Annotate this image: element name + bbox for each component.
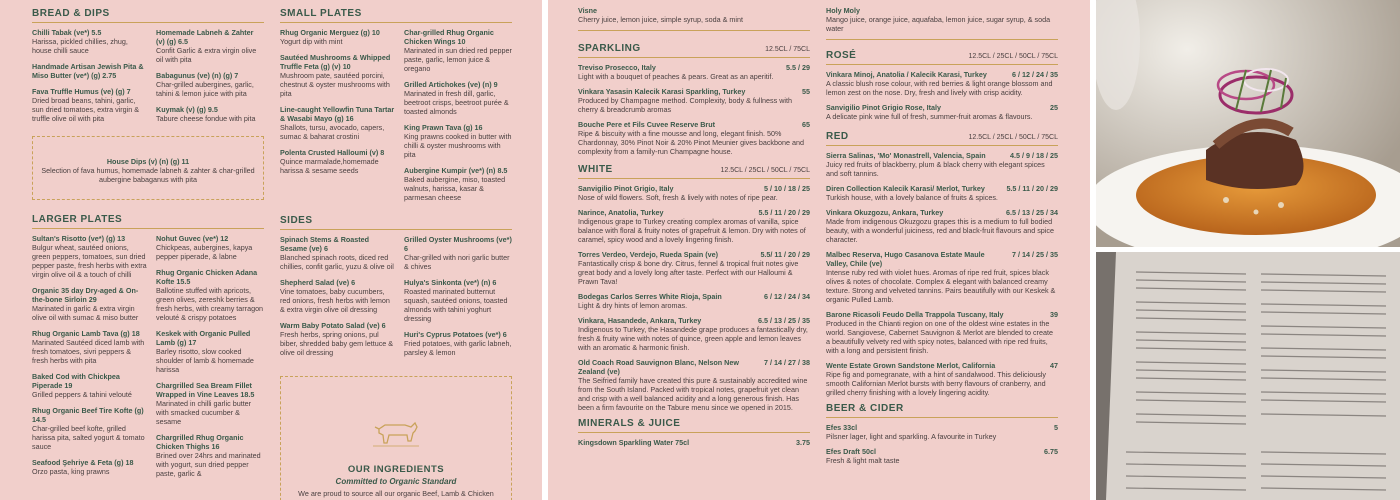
section-rule xyxy=(578,432,810,433)
drink-item xyxy=(826,310,1058,355)
item-desc: Fresh herbs, spring onions, pul biber, shredded baby gem lettuce & olive oil dressing xyxy=(280,330,394,357)
item-name: Homemade Labneh & Zahter (v) (g) 6.5 xyxy=(156,28,254,46)
drink-name: Narince, Anatolia, Turkey xyxy=(578,208,664,217)
drink-desc: Intense ruby red with violet hues. Aromas of ripe red fruit, spices black olives & notes of chocolate. Complex & elegant with balanced creamy texture. Strong and velveted tannins. Pairs beautifully with our Keskek & organic Pulled Lamb. xyxy=(826,268,1056,304)
drink-price: 6 / 12 / 24 / 35 xyxy=(1012,70,1058,79)
item-name: Char-grilled Rhug Organic Chicken Wings 10 xyxy=(404,28,494,46)
item-name: Holy Moly xyxy=(826,6,860,15)
item-desc: Marinated in fresh dill, garlic, beetroot crisps, beetroot purée & toasted almonds xyxy=(404,89,509,116)
menu-item xyxy=(156,381,264,426)
item-desc: Ballotine stuffed with apricots, green olives, zereshk berries & fresh herbs, with creamy tarragon velouté & crispy potatoes xyxy=(156,286,264,322)
drink-desc: Ripe & biscuity with a fine mousse and long, elegant finish. 50% Chardonnay, 30% Pinot Noir & 20% Pinot Meunier gives backbone and complexity from a family-run Champagne house. xyxy=(578,129,805,156)
white-list xyxy=(578,184,810,412)
item-name: Visne xyxy=(578,6,598,15)
drink-item xyxy=(578,438,810,447)
bread-dips-grid xyxy=(32,28,264,130)
sparkling-sizes: 12.5CL / 75CL xyxy=(765,46,810,53)
drink-price: 65 xyxy=(802,120,810,129)
drink-price: 6.5 / 13 / 25 / 35 xyxy=(758,316,810,325)
drink-price: 4.5 / 9 / 18 / 25 xyxy=(1010,151,1058,160)
drink-name: Bouche Pere et Fils Cuvee Reserve Brut xyxy=(578,120,716,129)
dish-photo xyxy=(1096,0,1400,247)
drink-row xyxy=(826,151,1058,160)
section-rule xyxy=(578,30,810,31)
item-desc: Mango juice, orange juice, aquafaba, lemon juice, sugar syrup, & soda water xyxy=(826,15,1051,33)
item-desc: Baked aubergine, miso, toasted walnuts, harissa, kasar & parmesan cheese xyxy=(404,175,506,202)
rose-heading: ROSÉ xyxy=(826,50,857,61)
drink-row xyxy=(578,358,810,376)
item-name: Sultan's Risotto (ve*) (g) 13 xyxy=(32,234,126,243)
drink-item xyxy=(826,250,1058,304)
drink-row xyxy=(578,438,810,447)
menu-item xyxy=(32,458,148,476)
item-name: Sautéed Mushrooms & Whipped Truffle Feta (g) (v) 10 xyxy=(280,53,391,71)
drink-name: Bodegas Carlos Serres White Rioja, Spain xyxy=(578,292,722,301)
item-name: Grilled Oyster Mushrooms (ve*) 6 xyxy=(404,235,512,253)
item-name: Fava Truffle Humus (ve) (g) 7 xyxy=(32,87,131,96)
drink-name: Vinkara Minoj, Anatolia / Kalecik Karasi, Turkey xyxy=(826,70,987,79)
section-rule xyxy=(578,178,810,179)
food-menu-panel xyxy=(0,0,542,500)
drink-name: Torres Verdeo, Verdejo, Rueda Spain (ve) xyxy=(578,250,719,259)
drink-desc: Indigenous grape to Turkey creating complex aromas of vanilla, spice balance with floral & fruity notes of grapefruit & lemon. Dry with notes of caramel, spicy wood and a lovely lingering finish. xyxy=(578,217,806,244)
drink-row xyxy=(826,250,1058,268)
drinks-right-column xyxy=(826,6,1058,471)
drink-item xyxy=(578,358,810,412)
drink-row xyxy=(578,250,810,259)
drink-name: Wente Estate Grown Sandstone Merlot, California xyxy=(826,361,996,370)
drink-item xyxy=(826,103,1058,121)
menu-item xyxy=(280,278,396,314)
menu-item xyxy=(32,406,148,451)
drink-row xyxy=(578,184,810,193)
drink-item xyxy=(578,208,810,244)
drink-item xyxy=(826,361,1058,397)
menu-item xyxy=(404,166,512,202)
item-name: Handmade Artisan Jewish Pita & Miso Butter (ve*) (g) 2.75 xyxy=(32,62,144,80)
item-desc: Dried broad beans, tahini, garlic, sun dried tomatoes, extra virgin & truffle olive oil with pita xyxy=(32,96,140,123)
red-heading: RED xyxy=(826,131,849,142)
sparkling-header xyxy=(578,43,810,54)
item-desc: Grilled peppers & tahini velouté xyxy=(32,390,132,399)
drink-desc: Light & dry hints of lemon aromas. xyxy=(578,301,688,310)
drink-desc: Made from indigenous Okuzgozu grapes this is a medium to full bodied beauty, with a wonderful juiciness, red and black-fruit flavours and spice character. xyxy=(826,217,1054,244)
section-rule xyxy=(280,22,512,23)
drink-item xyxy=(578,316,810,352)
section-rule xyxy=(578,57,810,58)
drink-item xyxy=(826,423,1058,441)
white-sizes: 12.5CL / 25CL / 50CL / 75CL xyxy=(720,167,810,174)
larger-plates-right xyxy=(156,234,264,485)
item-name: Baked Cod with Chickpea Piperade 19 xyxy=(32,372,120,390)
cow-icon xyxy=(371,417,421,449)
drink-item xyxy=(578,292,810,310)
ingredients-subtitle: Committed to Organic Standard xyxy=(335,477,457,486)
menu-item xyxy=(156,28,264,64)
red-list xyxy=(826,151,1058,397)
larger-plates-grid xyxy=(32,234,264,485)
drink-price: 5.5 / 11 / 20 / 29 xyxy=(758,208,810,217)
item-name: Chilli Tabak (ve*) 5.5 xyxy=(32,28,102,37)
item-desc: Quince marmalade,homemade harissa & sesame seeds xyxy=(280,157,379,175)
item-desc: Marinated in garlic & extra virgin olive oil with sumac & miso butter xyxy=(32,304,139,322)
sides-heading: SIDES xyxy=(280,215,313,226)
menu-item xyxy=(280,321,396,357)
item-name: Rhug Organic Merguez (g) 10 xyxy=(280,28,380,37)
menu-item xyxy=(404,278,512,323)
item-desc: Cherry juice, lemon juice, simple syrup, soda & mint xyxy=(578,15,743,24)
rose-sizes: 12.5CL / 25CL / 50CL / 75CL xyxy=(968,53,1058,60)
menu-item xyxy=(156,329,264,374)
house-dips-name: House Dips (v) (n) (g) 11 xyxy=(106,157,190,166)
larger-plates-heading: LARGER PLATES xyxy=(32,214,123,225)
drink-price: 7 / 14 / 25 / 35 xyxy=(1012,250,1058,259)
drink-name: Old Coach Road Sauvignon Blanc, Nelson New Zealand (ve) xyxy=(578,358,739,376)
ingredients-text: We are proud to source all our organic Beef, Lamb & Chicken xyxy=(298,489,494,498)
drink-price: 7 / 14 / 27 / 38 xyxy=(764,358,810,367)
food-left-column xyxy=(32,8,264,485)
drink-item xyxy=(578,63,810,81)
drink-desc: Light with a bouquet of peaches & pears. Great as an aperitif. xyxy=(578,72,774,81)
item-desc: Yogurt dip with mint xyxy=(280,37,343,46)
item-desc: Orzo pasta, king prawns xyxy=(32,467,110,476)
item-desc: Marinated Sautéed diced lamb with fresh tomatoes, sivri peppers & fresh herbs with pita xyxy=(32,338,145,365)
drink-row xyxy=(826,103,1058,112)
menu-item xyxy=(280,105,396,141)
drink-name: Vinkara, Hasandede, Ankara, Turkey xyxy=(578,316,702,325)
section-rule xyxy=(280,229,512,230)
house-dips-desc: Selection of fava humus, homemade labneh & zahter & char-grilled aubergine babaganus with pita xyxy=(41,166,255,184)
drink-desc: Nose of wild flowers. Soft, fresh & lively with notes of ripe pear. xyxy=(578,193,778,202)
drink-price: 6 / 12 / 24 / 34 xyxy=(764,292,810,301)
visne-item xyxy=(578,6,810,24)
item-desc: Brined over 24hrs and marinated with yogurt, sun dried pepper paste, garlic & xyxy=(156,451,261,478)
menu-item xyxy=(32,372,148,399)
drink-name: Sanvigilio Pinot Grigio Rose, Italy xyxy=(826,103,942,112)
drink-row xyxy=(826,208,1058,217)
drink-row xyxy=(826,310,1058,319)
menu-item xyxy=(404,123,512,159)
small-plates-heading: SMALL PLATES xyxy=(280,8,362,19)
drink-row xyxy=(826,447,1058,456)
item-name: Rhug Organic Lamb Tava (g) 18 xyxy=(32,329,140,338)
drink-row xyxy=(578,292,810,301)
item-desc: King prawns cooked in butter with chilli & oyster mushrooms with pita xyxy=(404,132,512,159)
menu-photo xyxy=(1096,252,1400,500)
section-rule xyxy=(826,417,1058,418)
menu-item xyxy=(32,62,148,80)
drink-desc: Ripe fig and pomegranate, with a hint of sandalwood. This deliciously smooth Californian Merlot bursts with berry flavours of cranberry, and grilled cherry finishing with a lovely lingering acidity. xyxy=(826,370,1047,397)
menu-item xyxy=(32,329,148,365)
sparkling-list xyxy=(578,63,810,156)
menu-item xyxy=(280,28,396,46)
beer-list xyxy=(826,423,1058,465)
item-name: Hulya's Sinkonta (ve*) (n) 6 xyxy=(404,278,497,287)
rose-list xyxy=(826,70,1058,121)
bread-dips-right xyxy=(156,28,264,130)
drink-name: Sierra Salinas, 'Mo' Monastrell, Valencia, Spain xyxy=(826,151,986,160)
menu-item xyxy=(404,28,512,73)
item-name: Line-caught Yellowfin Tuna Tartar & Wasabi Mayo (g) 16 xyxy=(280,105,395,123)
drink-row xyxy=(826,423,1058,432)
red-header xyxy=(826,131,1058,142)
ingredients-box xyxy=(280,376,512,500)
holy-moly-item xyxy=(826,6,1058,33)
item-name: Chargrilled Sea Bream Fillet Wrapped in Vine Leaves 18.5 xyxy=(156,381,255,399)
bread-dips-heading: BREAD & DIPS xyxy=(32,8,110,19)
item-name: Rhug Organic Chicken Adana Kofte 15.5 xyxy=(156,268,258,286)
drink-row xyxy=(578,316,810,325)
drink-item xyxy=(826,70,1058,97)
drink-price: 5.5 / 29 xyxy=(786,63,810,72)
rose-header xyxy=(826,50,1058,61)
drink-desc: A delicate pink wine full of fresh, summer-fruit aromas & flavours. xyxy=(826,112,1033,121)
item-desc: Chickpeas, aubergines, kapya pepper piperade, & labne xyxy=(156,243,253,261)
item-name: Warm Baby Potato Salad (ve) 6 xyxy=(280,321,386,330)
menu-item xyxy=(32,28,148,55)
drink-price: 6.75 xyxy=(1044,447,1058,456)
item-desc: Roasted marinated butternut squash, sautéed onions, toasted almonds with tahini yoghurt dressing xyxy=(404,287,508,323)
drink-item xyxy=(826,447,1058,465)
drink-desc: Fresh & light malt taste xyxy=(826,456,900,465)
drink-name: Treviso Prosecco, Italy xyxy=(578,63,656,72)
item-name: Seafood Şehriye & Feta (g) 18 xyxy=(32,458,134,467)
item-name: Nohut Guvec (ve*) 12 xyxy=(156,234,229,243)
small-plates-right xyxy=(404,28,512,209)
item-desc: Fried potatoes, with garlic labneh, parsley & lemon xyxy=(404,339,512,357)
food-right-column xyxy=(280,8,512,500)
drink-row xyxy=(578,87,810,96)
drink-row xyxy=(826,361,1058,370)
menu-item xyxy=(32,286,148,322)
drink-name: Vinkara Okuzgozu, Ankara, Turkey xyxy=(826,208,944,217)
beer-heading: BEER & CIDER xyxy=(826,403,904,414)
item-desc: Marinated in sun dried red pepper paste, garlic, lemon juice & oregano xyxy=(404,46,512,73)
drink-price: 3.75 xyxy=(796,438,810,447)
drink-desc: Produced by Champagne method. Complexity, body & fullness with cherry & breadcrumb aromas xyxy=(578,96,793,114)
item-name: Rhug Organic Beef Tire Kofte (g) 14.5 xyxy=(32,406,144,424)
menu-item xyxy=(280,53,396,98)
item-name: Kuymak (v) (g) 9.5 xyxy=(156,105,218,114)
item-name: Huri's Cyprus Potatoes (ve*) 6 xyxy=(404,330,507,339)
drink-name: Malbec Reserva, Hugo Casanova Estate Maule Valley, Chile (ve) xyxy=(826,250,985,268)
item-desc: Shallots, tursu, avocado, capers, sumac & baharat crostini xyxy=(280,123,385,141)
drink-price: 5.5 / 11 / 20 / 29 xyxy=(1006,184,1058,193)
item-desc: Blanched spinach roots, diced red chillies, confit garlic, yuzu & olive oil xyxy=(280,253,394,271)
minerals-heading: MINERALS & JUICE xyxy=(578,418,681,429)
minerals-list xyxy=(578,438,810,447)
sides-grid xyxy=(280,235,512,364)
item-desc: Char-grilled with nori garlic butter & chives xyxy=(404,253,510,271)
drink-price: 47 xyxy=(1050,361,1058,370)
section-rule xyxy=(32,22,264,23)
sparkling-heading: SPARKLING xyxy=(578,43,641,54)
white-header xyxy=(578,164,810,175)
drink-name: Sanvigilio Pinot Grigio, Italy xyxy=(578,184,674,193)
white-heading: WHITE xyxy=(578,164,613,175)
item-desc: Mushroom pate, sautéed porcini, chestnut & oyster mushrooms with pita xyxy=(280,71,390,98)
drink-item xyxy=(578,250,810,286)
small-plates-left xyxy=(280,28,396,209)
item-name: Spinach Stems & Roasted Sesame (ve) 6 xyxy=(280,235,370,253)
drink-name: Kingsdown Sparkling Water 75cl xyxy=(578,438,690,447)
drink-name: Barone Ricasoli Feudo Della Trappola Tuscany, Italy xyxy=(826,310,1004,319)
drink-row xyxy=(578,208,810,217)
bread-dips-left xyxy=(32,28,148,130)
menu-item xyxy=(280,148,396,175)
drink-row xyxy=(826,184,1058,193)
drink-price: 5.5/ 11 / 20 / 29 xyxy=(760,250,810,259)
drink-item xyxy=(826,184,1058,202)
item-desc: Barley risotto, slow cooked shoulder of lamb & homemade harissa xyxy=(156,347,254,374)
item-name: Keskek with Organic Pulled Lamb (g) 17 xyxy=(156,329,251,347)
drink-item xyxy=(826,151,1058,178)
item-desc: Marinated in chilli garlic butter with smacked cucumber & sesame xyxy=(156,399,252,426)
drink-desc: The Seifried family have created this pure & sustainably accredited wine from the South Island. Packed with tropical notes, grapefruit yet clean and crisp with a well balanced acidity and a long generous finish. Has been a firm favourite on the Tabure menu since we opened in 2015. xyxy=(578,376,808,412)
red-sizes: 12.5CL / 25CL / 50CL / 75CL xyxy=(968,134,1058,141)
menu-item xyxy=(404,330,512,357)
item-desc: Harissa, pickled chillies, zhug, house chilli sauce xyxy=(32,37,128,55)
menu-item xyxy=(156,433,264,478)
menu-item xyxy=(404,80,512,116)
item-name: Shepherd Salad (ve) 6 xyxy=(280,278,356,287)
drinks-menu-panel xyxy=(548,0,1090,500)
drink-price: 55 xyxy=(802,87,810,96)
sides-right xyxy=(404,235,512,364)
drinks-left-column xyxy=(578,6,810,453)
item-desc: Char-grilled aubergines, garlic, tahini & lemon juice with pita xyxy=(156,80,254,98)
larger-plates-left xyxy=(32,234,148,485)
drink-desc: Indigenous to Turkey, the Hasandede grape produces a fantastically dry, fresh & fruity wine with notes of quince, green apple and lemon leaves with an aromatic & harmonic finish. xyxy=(578,325,808,352)
drink-row xyxy=(578,63,810,72)
item-desc: Confit Garlic & extra virgin olive oil with pita xyxy=(156,46,257,64)
section-rule xyxy=(826,64,1058,65)
drink-item xyxy=(578,184,810,202)
menu-item xyxy=(32,234,148,279)
drink-row xyxy=(826,70,1058,79)
house-dips-box xyxy=(32,136,264,200)
drink-desc: Pilsner lager, light and sparkling. A favourite in Turkey xyxy=(826,432,997,441)
item-name: Grilled Artichokes (ve) (n) 9 xyxy=(404,80,498,89)
small-plates-grid xyxy=(280,28,512,209)
drink-price: 39 xyxy=(1050,310,1058,319)
drink-name: Efes 33cl xyxy=(826,423,858,432)
item-name: Babagunus (ve) (n) (g) 7 xyxy=(156,71,239,80)
drink-price: 5 xyxy=(1054,423,1058,432)
menu-item xyxy=(156,268,264,322)
drink-desc: Juicy red fruits of blackberry, plum & black cherry with elegant spices and soft tannins. xyxy=(826,160,1045,178)
menu-item xyxy=(156,234,264,261)
menu-item xyxy=(404,235,512,271)
item-desc: Tabure cheese fondue with pita xyxy=(156,114,256,123)
section-rule xyxy=(826,39,1058,40)
item-name: Polenta Crusted Halloumi (v) 8 xyxy=(280,148,385,157)
sides-left xyxy=(280,235,396,364)
menu-photo-illustration xyxy=(1096,252,1400,500)
drink-item xyxy=(578,87,810,114)
dish-illustration xyxy=(1096,0,1400,247)
item-name: Organic 35 day Dry-aged & On-the-bone Sirloin 29 xyxy=(32,286,139,304)
ingredients-title: OUR INGREDIENTS xyxy=(347,464,445,475)
drink-row xyxy=(578,120,810,129)
drink-desc: A classic blush rose colour, with red berries & light orange blossom and lemon zest on the nose. Dry, fresh and lively with crisp acidity. xyxy=(826,79,1053,97)
item-name: King Prawn Tava (g) 16 xyxy=(404,123,483,132)
item-desc: Char-grilled beef kofte, grilled harissa pita, salted yogurt & tomato sauce xyxy=(32,424,145,451)
section-rule xyxy=(826,145,1058,146)
menu-item xyxy=(156,105,264,123)
item-desc: Bulgur wheat, sautéed onions, green peppers, tomatoes, sun dried pepper paste, fresh herbs with extra virgin olive oil & a touch of chilli xyxy=(32,243,147,279)
drink-item xyxy=(578,120,810,156)
drink-name: Diren Collection Kalecik Karasi/ Merlot, Turkey xyxy=(826,184,985,193)
menu-item xyxy=(32,87,148,123)
drink-name: Efes Draft 50cl xyxy=(826,447,876,456)
section-rule xyxy=(32,228,264,229)
item-name: Chargrilled Rhug Organic Chicken Thighs 16 xyxy=(156,433,244,451)
drink-desc: Turkish house, with a lovely balance of fruits & spices. xyxy=(826,193,998,202)
item-desc: Vine tomatoes, baby cucumbers, red onions, fresh herbs with lemon & extra virgin olive oil dressing xyxy=(280,287,390,314)
drink-desc: Fantastically crisp & bone dry. Citrus, fennel & tropical fruit notes give great body and a lovely long after taste. Perfect with our Halloumi & Prawn Tava! xyxy=(578,259,799,286)
drink-name: Vinkara Yasasin Kalecik Karasi Sparkling, Turkey xyxy=(578,87,746,96)
drink-desc: Produced in the Chianti region on one of the oldest wine estates in the world. Sangiovese, Cabernet Sauvignon & Merlot are blended to create a beautifully velvety red with spicy notes, balanced with ripe red fruits, with a long and persistent finish. xyxy=(826,319,1053,355)
menu-item xyxy=(156,71,264,98)
drink-price: 5 / 10 / 18 / 25 xyxy=(764,184,810,193)
drink-price: 6.5 / 13 / 25 / 34 xyxy=(1006,208,1058,217)
drink-price: 25 xyxy=(1050,103,1058,112)
drink-item xyxy=(826,208,1058,244)
menu-item xyxy=(280,235,396,271)
item-name: Aubergine Kumpir (ve*) (n) 8.5 xyxy=(404,166,508,175)
